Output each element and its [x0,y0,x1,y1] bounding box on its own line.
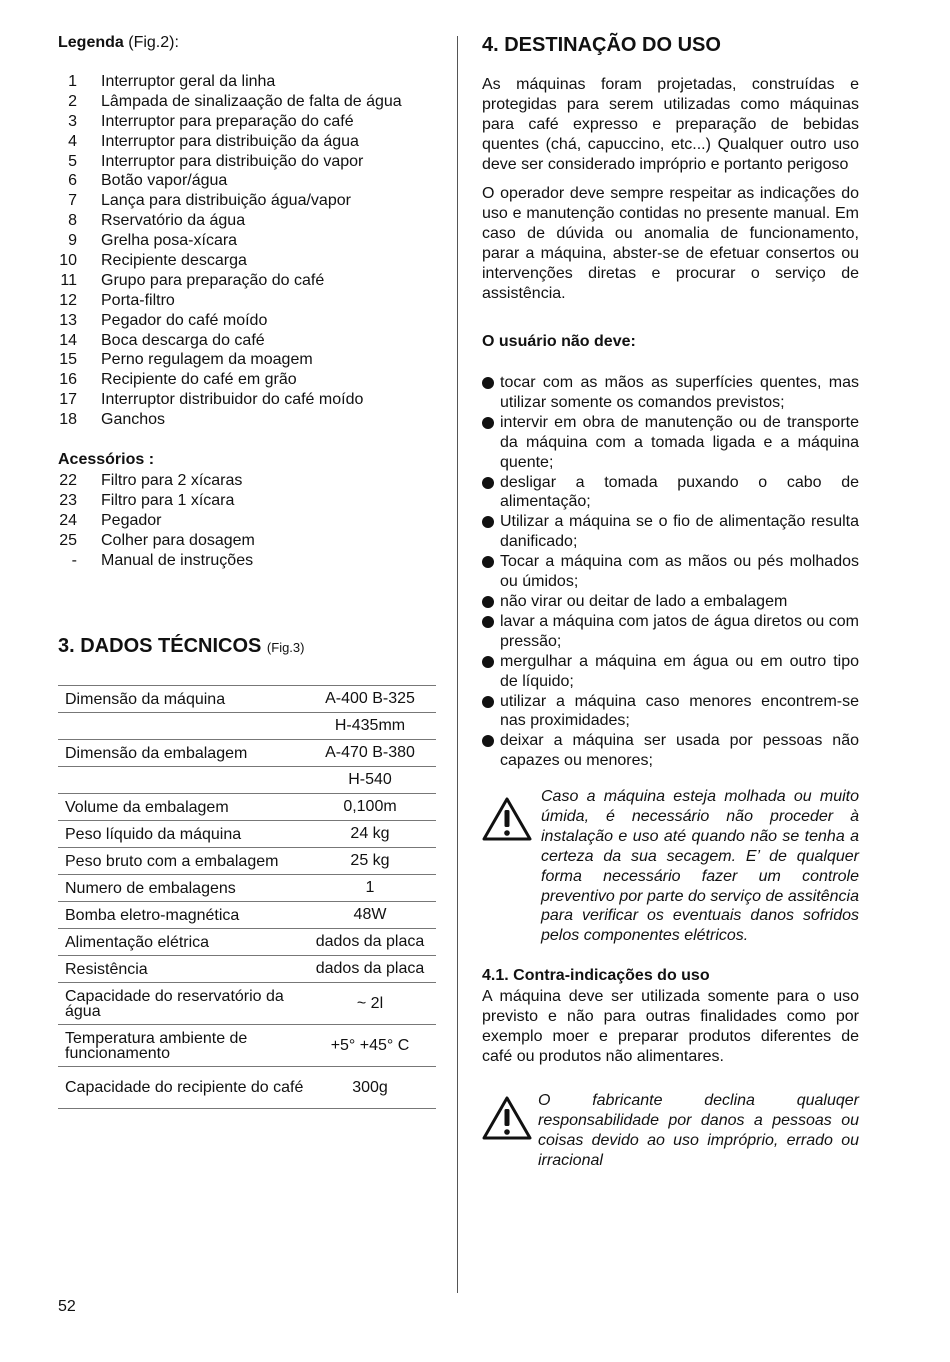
bullet-text: mergulhar a máquina em água ou em outro tipo de líquido; [500,652,859,690]
warning-text-1: Caso a máquina esteja molhada ou muito úmida, é necessário não proceder à instalação e uso até quando não se tenha a certeza da sua secagem. E’ de qualquer forma necessário fazer um controle preventivo por parte do serviço de assitência para verificar os eventuais danos sofridos pelos componentes elétricos. [541,788,859,945]
list-item [58,72,276,92]
warning-box-2 [482,1091,859,1169]
table-row [58,902,436,929]
item-text: Pegador [101,511,162,529]
item-number: 10 [59,252,77,270]
contra-text: A máquina deve ser utilizada somente para o uso previsto e não para outras finalidades como por exemplo moer e preparar produtos diferentes de café ou produtos não alimentares. [482,988,859,1065]
spec-value: A-470 B-380 [304,740,436,767]
spec-value: A-400 B-325 [304,686,436,713]
list-item [58,311,268,331]
list-item [58,211,246,231]
list-item [482,731,859,771]
item-text: Manual de instruções [101,551,254,569]
item-number: 22 [59,472,77,489]
bullet-icon [482,516,494,528]
list-item [58,191,351,211]
list-item [482,552,859,592]
item-number: 18 [59,411,77,429]
list-item [58,370,297,390]
page-number: 52 [58,1298,76,1315]
item-text: Interruptor para distribuição da água [101,132,359,150]
item-text: Interruptor distribuidor do café moído [101,391,364,409]
technical-data-table [58,685,436,1109]
item-number: 3 [68,112,77,130]
bullet-icon [482,696,494,708]
table-row [58,740,436,767]
spec-label: Peso bruto com a embalagem [58,848,304,875]
item-text: Interruptor para preparação do café [101,112,354,130]
use-paragraph-2: O operador deve sempre respeitar as indicações do uso e manutenção contidas no presente manual. Em caso de dúvida ou anomalia de funcionamento, parar a máquina, abster-se de efetuar consertos ou intervenções diretas e procurar o serviço de assistência. [482,185,859,302]
accessories-list [58,471,255,570]
table-row [58,686,436,713]
must-not-title: O usuário não deve: [482,333,636,350]
bullet-text: intervir em obra de manutenção ou de transporte da máquina com a tomada ligada e a máquina quente; [500,413,859,471]
spec-value: H-435mm [304,713,436,740]
item-number: 25 [59,531,77,549]
item-number: 7 [68,192,77,210]
bullet-icon [482,477,494,489]
item-number: - [71,551,77,569]
item-text: Recipiente do café em grão [101,371,297,389]
spec-value: 300g [304,1067,436,1109]
table-row [58,956,436,983]
table-row [58,983,436,1025]
item-number: 8 [68,212,77,230]
bullet-text: tocar com as mãos as superfícies quentes, mas utilizar somente os comandos previstos; [500,374,859,411]
bullet-icon [482,656,494,668]
table-row [58,821,436,848]
spec-label: Numero de embalagens [58,875,304,902]
contra-title: 4.1. Contra-indicações do uso [482,967,710,984]
item-number: 16 [59,371,77,389]
list-item [482,373,859,413]
spec-value: +5° +45° C [304,1025,436,1067]
table-row [58,713,436,740]
item-text: Grupo para preparação do café [101,271,325,289]
list-item [482,592,859,612]
spec-label: Alimentação elétrica [58,929,304,956]
spec-label [58,713,304,740]
list-item [58,171,228,191]
item-number: 12 [59,291,77,309]
table-row [58,875,436,902]
use-heading: 4. DESTINAÇÃO DO USO [482,34,721,56]
legend-title: Legenda (Fig.2): [58,34,179,51]
item-number: 9 [68,232,77,250]
use-paragraph-1: As máquinas foram projetadas, construídas e protegidas para serem utilizadas como máquinas para café expresso e preparação de bebidas quentes (chá, capuccino, etc...) Qualquer outro uso deve ser considerado impróprio e portanto perigoso [482,76,859,173]
table-row [58,1025,436,1067]
column-divider [457,36,458,1293]
item-number: 4 [68,132,77,150]
bullet-text: não virar ou deitar de lado a embalagem [500,592,788,610]
spec-label: Capacidade do recipiente do café [58,1067,304,1109]
bullet-text: utilizar a máquina caso menores encontrem-se nas proximidades; [500,692,859,730]
list-item [482,473,859,513]
spec-label [58,767,304,794]
list-item [482,512,859,552]
list-item [482,652,859,692]
item-number: 13 [59,311,77,329]
spec-label: Bomba eletro-magnética [58,902,304,929]
item-text: Interruptor geral da linha [101,73,276,90]
item-text: Interruptor para distribuição do vapor [101,152,364,170]
list-item [482,413,859,473]
table-row [58,794,436,821]
spec-label: Resistência [58,956,304,983]
list-item [58,152,364,172]
legend-list [58,72,402,430]
item-text: Perno regulagem da moagem [101,351,313,369]
item-text: Porta-filtro [101,291,175,309]
item-text: Colher para dosagem [101,531,255,549]
warning-text-2: O fabricante declina qualuqer responsabilidade por danos a pessoas ou coisas devido ao uso impróprio, errado ou irracional [538,1092,859,1169]
list-item [58,531,255,551]
table-row [58,1067,436,1109]
bullet-icon [482,735,494,747]
list-item [58,271,325,291]
list-item [58,331,265,351]
bullet-text: lavar a máquina com jatos de água diretos ou com pressão; [500,612,859,650]
spec-label: Dimensão da máquina [58,686,304,713]
item-text: Boca descarga do café [101,331,265,349]
bullet-icon [482,556,494,568]
spec-label: Temperatura ambiente de funcionamento [58,1025,304,1067]
item-number: 1 [68,73,77,90]
item-text: Filtro para 1 xícara [101,491,235,509]
spec-label: Peso líquido da máquina [58,821,304,848]
table-row [58,848,436,875]
item-number: 17 [59,391,77,409]
list-item [58,390,364,410]
spec-value: dados da placa [304,929,436,956]
list-item [58,410,166,430]
list-item [58,551,254,571]
list-item [58,471,243,491]
warning-triangle-icon [482,797,532,841]
spec-value: 48W [304,902,436,929]
warning-box-1 [482,787,859,947]
list-item [58,231,238,251]
spec-label: Volume da embalagem [58,794,304,821]
bullet-text: Tocar a máquina com as mãos ou pés molhados ou úmidos; [500,553,859,591]
item-number: 15 [59,351,77,369]
accessories-title: Acessórios : [58,451,155,468]
list-item [58,112,354,132]
item-text: Lâmpada de sinalizaação de falta de água [101,92,402,110]
item-text: Recipiente descarga [101,252,247,270]
spec-value: 0,100m [304,794,436,821]
spec-label: Capacidade do reservatório da água [58,983,304,1025]
item-text: Grelha posa-xícara [101,232,238,250]
table-row [58,767,436,794]
list-item [58,491,235,511]
list-item [58,511,162,531]
spec-value: ~ 2l [304,983,436,1025]
spec-value: 24 kg [304,821,436,848]
item-text: Rservatório da água [101,212,246,230]
item-number: 14 [59,331,77,349]
bullet-text: Utilizar a máquina se o fio de alimentação resulta danificado; [500,513,859,551]
item-text: Filtro para 2 xícaras [101,472,243,489]
item-number: 2 [68,92,77,110]
list-item [58,132,359,152]
bullet-icon [482,377,494,389]
list-item [58,291,175,311]
item-number: 24 [59,511,77,529]
bullet-icon [482,616,494,628]
list-item [58,92,402,112]
spec-label: Dimensão da embalagem [58,740,304,767]
item-text: Pegador do café moído [101,311,268,329]
bullet-icon [482,417,494,429]
item-number: 5 [68,152,77,170]
item-number: 23 [59,491,77,509]
list-item [482,612,859,652]
spec-value: dados da placa [304,956,436,983]
item-number: 11 [60,271,77,289]
spec-value: 1 [304,875,436,902]
list-item [58,251,247,271]
bullet-icon [482,596,494,608]
spec-value: H-540 [304,767,436,794]
table-row [58,929,436,956]
item-number: 6 [68,172,77,190]
must-not-list [482,373,859,771]
technical-data-heading: 3. DADOS TÉCNICOS (Fig.3) [58,635,305,657]
bullet-text: deixar a máquina ser usada por pessoas não capazes ou menores; [500,732,859,770]
item-text: Botão vapor/água [101,172,228,190]
list-item [58,350,313,370]
list-item [482,692,859,732]
item-text: Lança para distribuição água/vapor [101,192,351,210]
warning-triangle-icon [482,1096,532,1140]
spec-value: 25 kg [304,848,436,875]
item-text: Ganchos [101,411,166,429]
bullet-text: desligar a tomada puxando o cabo de alimentação; [500,473,859,511]
